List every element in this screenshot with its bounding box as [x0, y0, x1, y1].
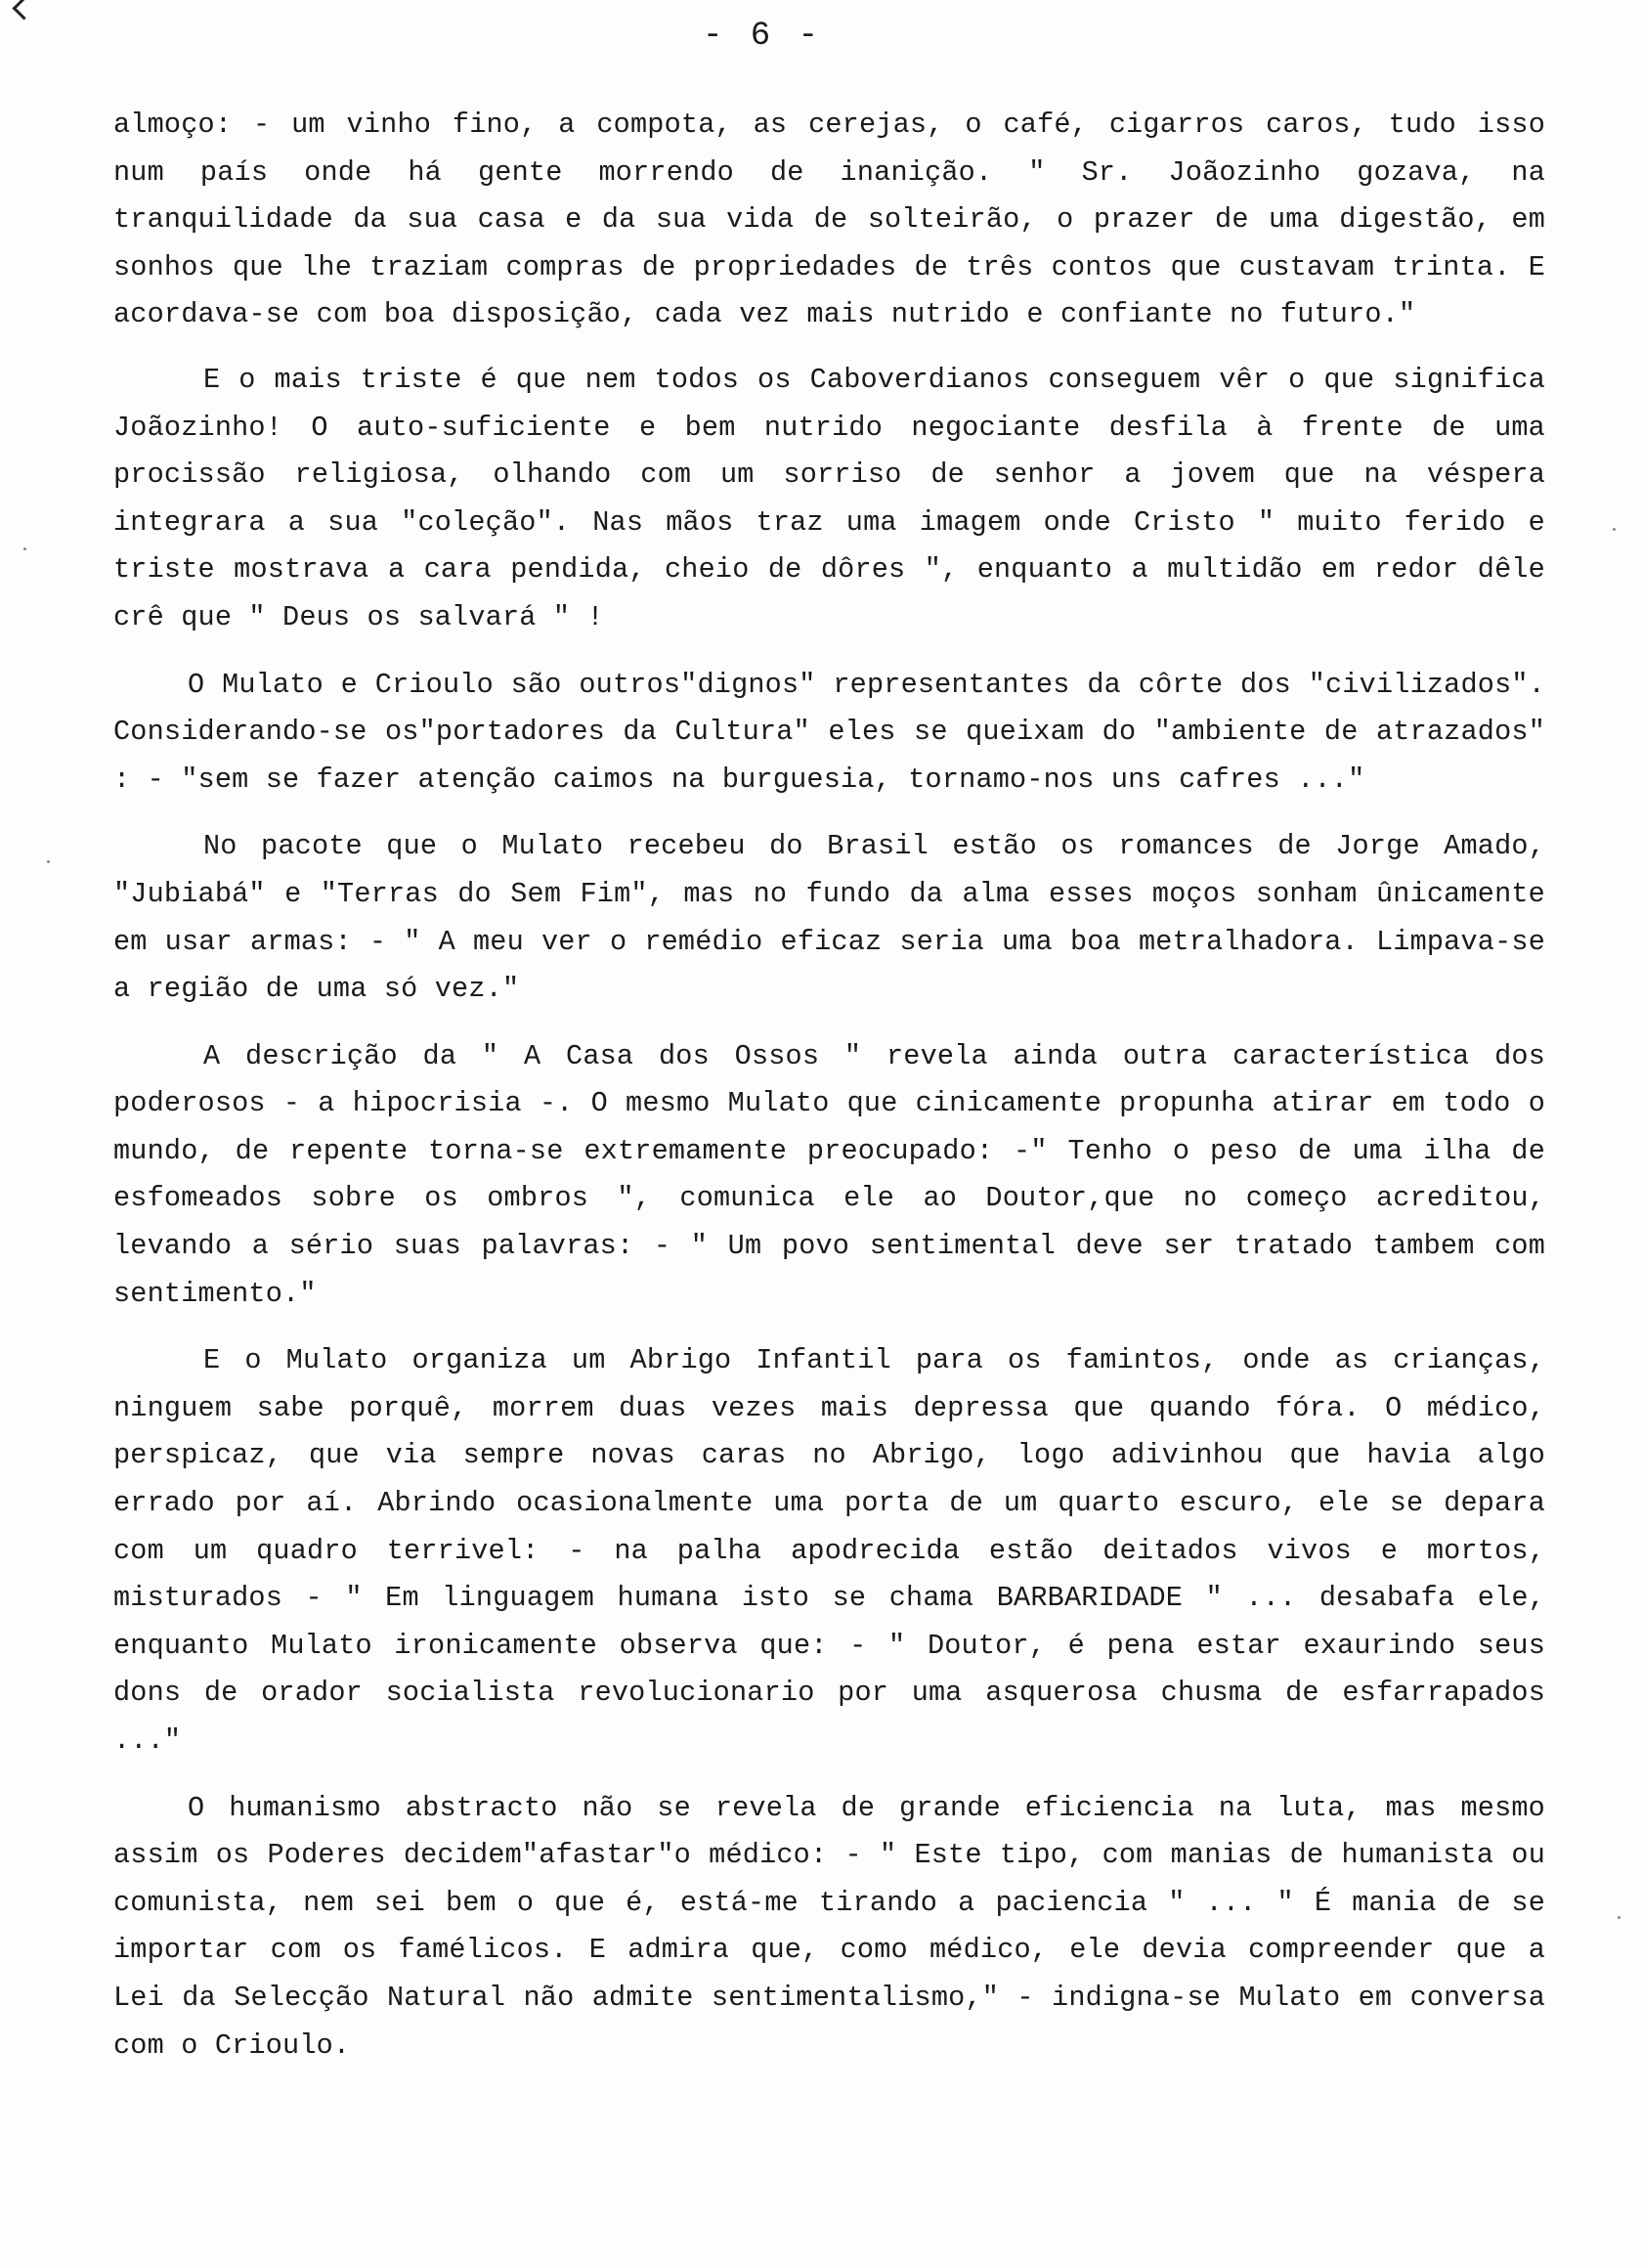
margin-speck	[1613, 528, 1616, 531]
paragraph-1: almoço: - um vinho fino, a compota, as cerejas, o café, cigarros caros, tudo isso num país onde há gente morrendo de inanição. " Sr. Joãozinho gozava, na tranquilidade da sua casa e da sua vida de solteirão, o prazer de uma digestão, em sonhos que lhe traziam compras de propriedades de três contos que custavam trinta. E acordava-se com boa disposição, cada vez mais nutrido e confiante no futuro."	[113, 109, 1545, 331]
page-number: - 6 -	[702, 18, 823, 55]
document-body	[113, 102, 1545, 2089]
paragraph-3: O Mulato e Crioulo são outros"dignos" representantes da côrte dos "civilizados". Considerando-se os"portadores da Cultura" eles se queixam do "ambiente de atrazados" : - "sem se fazer atenção caimos na burguesia, tornamo-nos uns cafres ..."	[113, 668, 1545, 796]
margin-speck	[23, 547, 26, 550]
paragraph-6: E o Mulato organiza um Abrigo Infantil para os famintos, onde as crianças, ninguem sabe porquê, morrem duas vezes mais depressa que quando fóra. O médico, perspicaz, que via sempre novas caras no Abrigo, logo adivinhou que havia algo errado por aí. Abrindo ocasionalmente uma porta de um quarto escuro, ele se depara com um quadro terrivel: - na palha apodrecida estão deitados vivos e mortos, misturados - " Em linguagem humana isto se chama BARBARIDADE " ... desabafa ele, enquanto Mulato ironicamente observa que: - " Doutor, é pena estar exaurindo seus dons de orador socialista revolucionario por uma asquerosa chusma de esfarrapados ..."	[113, 1344, 1545, 1757]
paragraph-7: O humanismo abstracto não se revela de grande eficiencia na luta, mas mesmo assim os Poderes decidem"afastar"o médico: - " Este tipo, com manias de humanista ou comunista, nem sei bem o que é, está-me tirando a paciencia " ... " É mania de se importar com os famélicos. E admira que, como médico, ele devia compreender que a Lei da Selecção Natural não admite sentimentalismo," - indigna-se Mulato em conversa com o Crioulo.	[113, 1791, 1545, 2062]
margin-speck	[47, 860, 50, 863]
paragraph-4: No pacote que o Mulato recebeu do Brasil estão os romances de Jorge Amado, "Jubiabá" e "Terras do Sem Fim", mas no fundo da alma esses moços sonham ûnicamente em usar armas: - " A meu ver o remédio eficaz seria uma boa metralhadora. Limpava-se a região de uma só vez."	[113, 830, 1545, 1006]
paragraph-2: E o mais triste é que nem todos os Caboverdianos conseguem vêr o que significa Joãozinho! O auto-suficiente e bem nutrido negociante desfila à frente de uma procissão religiosa, olhando com um sorriso de senhor a jovem que na véspera integrara a sua "coleção". Nas mãos traz uma imagem onde Cristo " muito ferido e triste mostrava a cara pendida, cheio de dôres ", enquanto a multidão em redor dêle crê que " Deus os salvará " !	[113, 363, 1545, 633]
paragraph-5: A descrição da " A Casa dos Ossos " revela ainda outra característica dos poderosos - a hipocrisia -. O mesmo Mulato que cinicamente propunha atirar em todo o mundo, de repente torna-se extremamente preocupado: -" Tenho o peso de uma ilha de esfomeados sobre os ombros ", comunica ele ao Doutor,que no começo acreditou, levando a sério suas palavras: - " Um povo sentimental deve ser tratado tambem com sentimento."	[113, 1039, 1545, 1310]
margin-speck	[1618, 1916, 1620, 1919]
